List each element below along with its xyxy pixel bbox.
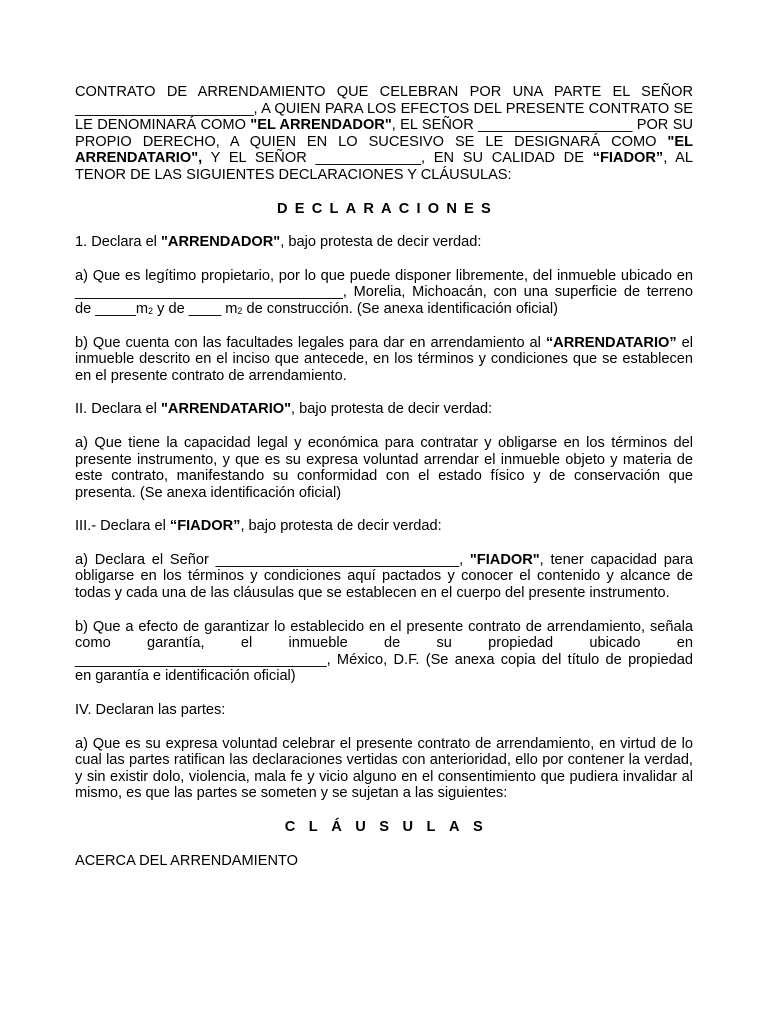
declaration-1-text-1: 1. Declara el bbox=[75, 234, 161, 251]
declaration-1a-text-2: y de ____ m bbox=[153, 300, 238, 317]
declaration-1b-term: “ARRENDATARIO” bbox=[545, 334, 677, 351]
declaration-3-text-1: III.- Declara el bbox=[75, 518, 170, 535]
declaration-3-term: “FIADOR” bbox=[169, 518, 241, 535]
intro-fiador-term: “FIADOR” bbox=[592, 150, 664, 167]
intro-arrendador-term: "EL ARRENDADOR" bbox=[250, 117, 392, 134]
declaration-2-title bbox=[75, 401, 693, 418]
declaration-1a-text-3: de construcción. (Se anexa identificación oficial) bbox=[242, 300, 558, 317]
declaration-1-title bbox=[75, 234, 693, 251]
intro-text-2: , EL SEÑOR ___________________ POR SU PROPIO DERECHO, A QUIEN EN LO SUCESIVO SE LE DESIGNARÁ COMO bbox=[75, 117, 693, 150]
declaration-3a-paragraph bbox=[75, 552, 693, 602]
intro-text-4: , AL TENOR DE LAS SIGUIENTES DECLARACIONES Y CLÁUSULAS: bbox=[75, 150, 693, 183]
declaration-3b-paragraph: b) Que a efecto de garantizar lo establecido en el presente contrato de arrendamiento, señala como garantía, el inmueble de su propiedad ubicado en _______________________________, México, D.F. (Se anexa copia del título de propiedad en garantía e identificación oficial) bbox=[75, 618, 693, 685]
declaration-1a-superscript-2: 2 bbox=[237, 305, 243, 316]
declaration-1a-text-1: a) Que es legítimo propietario, por lo que puede disponer libremente, del inmueble ubicado en _________________________________, Morelia, Michoacán, con una superficie de terreno de _____m bbox=[75, 267, 693, 317]
declaration-1b-text-1: b) Que cuenta con las facultades legales para dar en arrendamiento al bbox=[75, 334, 546, 351]
intro-text-1: CONTRATO DE ARRENDAMIENTO QUE CELEBRAN POR UNA PARTE EL SEÑOR ______________________, A QUIEN PARA LOS EFECTOS DEL PRESENTE CONTRATO SE LE DENOMINARÁ COMO bbox=[75, 84, 693, 134]
declaration-1-text-2: , bajo protesta de decir verdad: bbox=[280, 234, 482, 251]
clausulas-heading: CLÁUSULAS bbox=[284, 819, 497, 835]
declaration-1a-paragraph bbox=[75, 268, 693, 318]
intro-arrendatario-term: "EL ARRENDATARIO", bbox=[75, 133, 693, 167]
declaraciones-heading: DECLARACIONES bbox=[277, 200, 498, 217]
declaration-2a-paragraph: a) Que tiene la capacidad legal y económica para contratar y obligarse en los términos del presente instrumento, y que es su expresa voluntad arrendar el inmueble objeto y materia de este contrato, manifestando su conformidad con el estado físico y de conservación que presenta. (Se anexa identificación oficial) bbox=[75, 434, 693, 501]
declaration-3a-text-1: a) Declara el Señor ______________________________, bbox=[75, 551, 470, 568]
intro-text-3: Y EL SEÑOR _____________, EN SU CALIDAD DE bbox=[202, 150, 593, 167]
declaration-3a-text-2: , tener capacidad para obligarse en los términos y condiciones aquí pactados y conocer el contenido y alcance de todas y cada una de las cláusulas que se establecen en el cuerpo del presente instrumento. bbox=[75, 551, 693, 602]
declaration-4a-paragraph: a) Que es su expresa voluntad celebrar el presente contrato de arrendamiento, en virtud de lo cual las partes ratifican las declaraciones vertidas con anterioridad, ello por contener la verdad, y sin existir dolo, violencia, mala fe y vicio alguno en el consentimiento que pudiera invalidar al mismo, es que las partes se someten y se sujetan a las siguientes: bbox=[75, 735, 693, 802]
declaration-3-text-2: , bajo protesta de decir verdad: bbox=[240, 518, 442, 535]
acerca-del-arrendamiento-heading: ACERCA DEL ARRENDAMIENTO bbox=[75, 852, 299, 869]
declaration-1-term: "ARRENDADOR" bbox=[160, 234, 281, 251]
declaration-1a-superscript-1: 2 bbox=[148, 305, 154, 316]
declaration-2-term: "ARRENDATARIO" bbox=[160, 401, 292, 418]
declaration-2-text-1: II. Declara el bbox=[75, 401, 161, 418]
intro-paragraph bbox=[75, 84, 693, 184]
declaration-4-title: IV. Declaran las partes: bbox=[75, 702, 226, 719]
declaration-2-text-2: , bajo protesta de decir verdad: bbox=[291, 401, 493, 418]
declaration-1b-paragraph bbox=[75, 335, 693, 385]
declaration-1b-text-2: el inmueble descrito en el inciso que antecede, en los términos y condiciones que se establecen en el presente contrato de arrendamiento. bbox=[75, 334, 693, 384]
declaration-3-title bbox=[75, 518, 693, 535]
declaration-3a-term: "FIADOR" bbox=[469, 551, 540, 568]
